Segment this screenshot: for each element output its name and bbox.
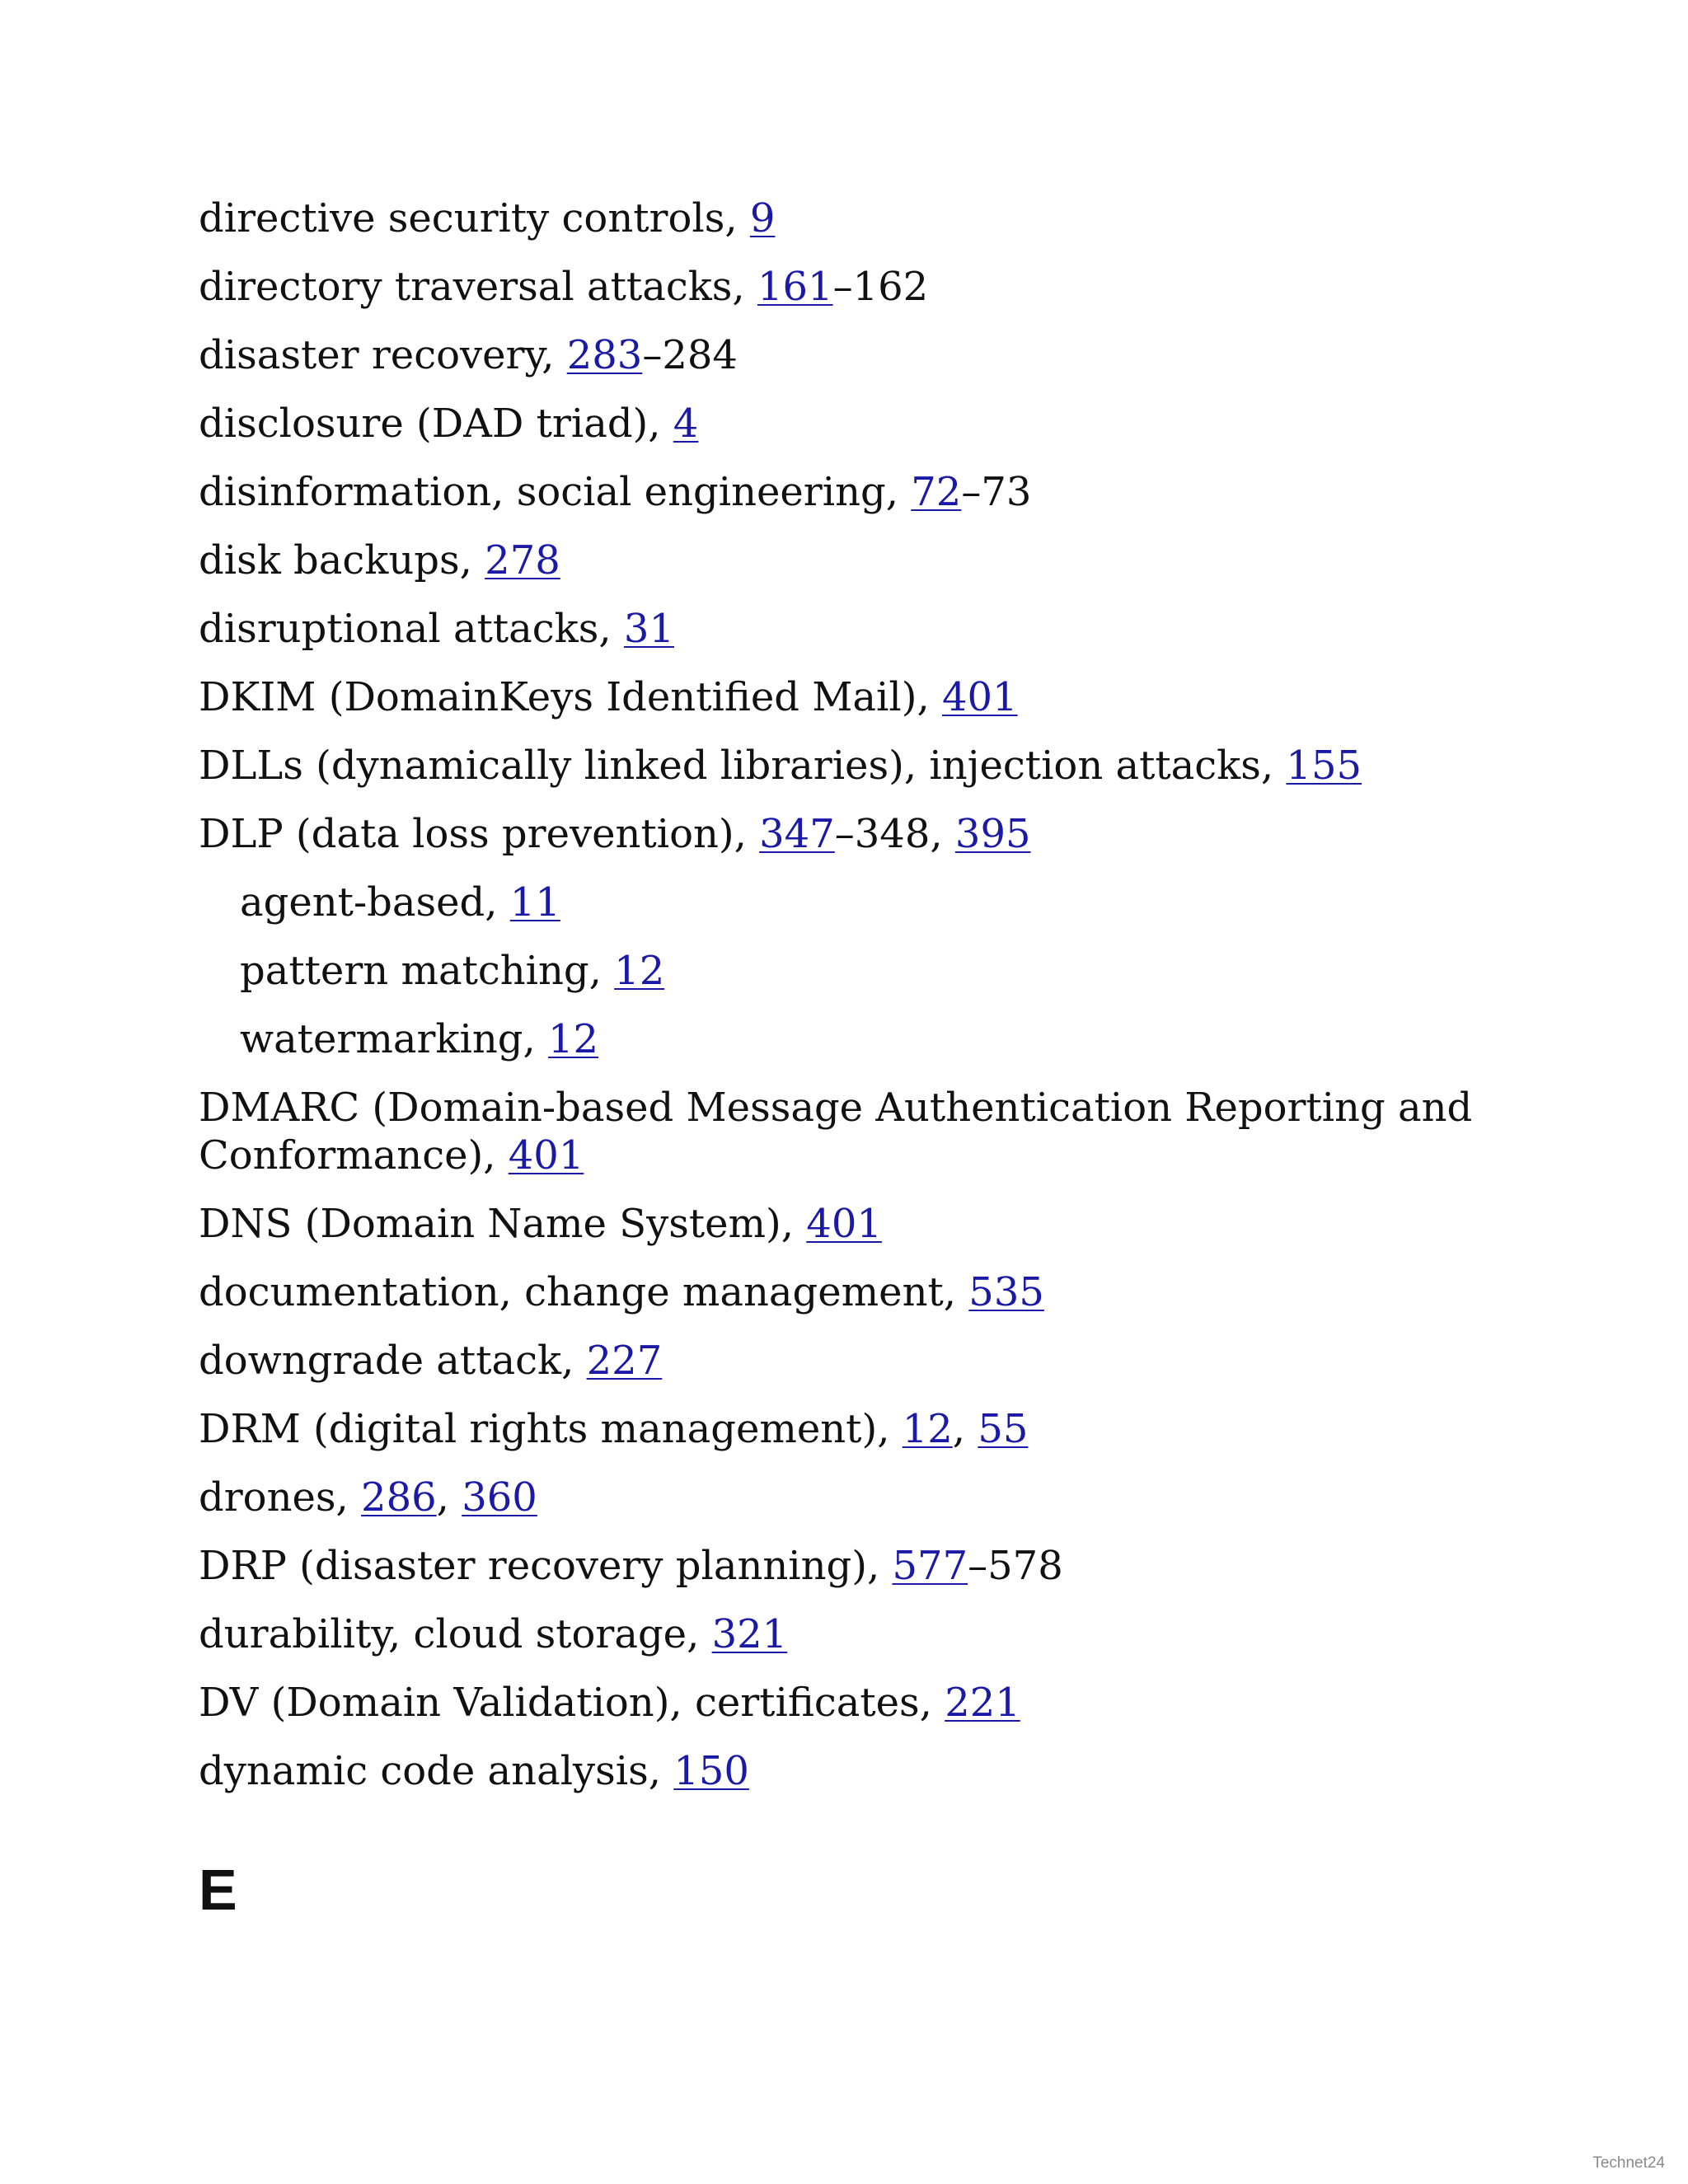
index-term: drones, — [199, 1474, 362, 1521]
index-term: durability, cloud storage, — [199, 1611, 712, 1657]
section-heading-letter: E — [199, 1858, 237, 1922]
page-reference-link[interactable]: 221 — [945, 1680, 1020, 1726]
page-reference-link[interactable]: 347 — [759, 811, 835, 857]
index-term: DV (Domain Validation), certificates, — [199, 1680, 945, 1726]
page-reference-link[interactable]: 360 — [462, 1474, 537, 1521]
page-reference-link[interactable]: 72 — [911, 469, 962, 515]
index-subentry — [199, 947, 1484, 995]
index-page — [199, 194, 1484, 1923]
page-reference-link[interactable]: 401 — [806, 1201, 882, 1247]
page-reference-link[interactable]: 4 — [673, 401, 699, 447]
index-subentry — [199, 879, 1484, 926]
index-term: dynamic code analysis, — [199, 1748, 674, 1794]
page-range-text: –348, — [834, 811, 955, 857]
page-reference-link[interactable]: 286 — [361, 1474, 437, 1521]
page-reference-link[interactable]: 283 — [566, 332, 643, 378]
page-reference-link[interactable]: 11 — [509, 879, 560, 926]
page-reference-link[interactable]: 55 — [978, 1406, 1029, 1452]
index-entry — [199, 1200, 1484, 1248]
index-entry — [199, 1084, 1484, 1179]
page-reference-link[interactable]: 577 — [892, 1543, 968, 1589]
index-term: disk backups, — [199, 537, 485, 583]
page-range-text: –284 — [642, 332, 738, 378]
index-entry-list — [199, 194, 1484, 1795]
index-term: DRM (digital rights management), — [199, 1406, 903, 1452]
page-reference-link[interactable]: 401 — [941, 674, 1018, 720]
index-term: disaster recovery, — [199, 332, 567, 378]
index-term: documentation, change management, — [199, 1269, 969, 1315]
page-reference-link[interactable]: 9 — [749, 195, 776, 241]
index-term: pattern matching, — [240, 948, 615, 994]
page-reference-link[interactable]: 401 — [508, 1132, 584, 1179]
index-term: DLP (data loss prevention), — [199, 811, 760, 857]
index-entry — [199, 1337, 1484, 1385]
page-reference-link[interactable]: 12 — [614, 948, 665, 994]
page-range-text: –162 — [832, 264, 929, 310]
index-term: disruptional attacks, — [199, 606, 624, 652]
index-entry — [199, 810, 1484, 858]
page-range-text: , — [436, 1474, 462, 1521]
page-reference-link[interactable]: 155 — [1286, 743, 1362, 789]
index-term: DLLs (dynamically linked libraries), injection attacks, — [199, 743, 1287, 789]
index-entry — [199, 194, 1484, 242]
index-entry — [199, 605, 1484, 653]
page-reference-link[interactable]: 227 — [586, 1338, 663, 1384]
index-entry — [199, 1747, 1484, 1795]
page-reference-link[interactable]: 31 — [623, 606, 674, 652]
index-term: downgrade attack, — [199, 1338, 587, 1384]
index-entry — [199, 331, 1484, 379]
index-entry — [199, 1679, 1484, 1727]
index-term: DRP (disaster recovery planning), — [199, 1543, 893, 1589]
index-term: DKIM (DomainKeys Identified Mail), — [199, 674, 942, 720]
index-entry — [199, 468, 1484, 516]
index-term: disinformation, social engineering, — [199, 469, 912, 515]
index-entry — [199, 1474, 1484, 1521]
index-entry — [199, 1268, 1484, 1316]
index-entry — [199, 400, 1484, 448]
index-term: DNS (Domain Name System), — [199, 1201, 807, 1247]
page-reference-link[interactable]: 161 — [757, 264, 833, 310]
index-entry — [199, 742, 1484, 790]
page-reference-link[interactable]: 278 — [485, 537, 560, 583]
index-term: DMARC (Domain-based Message Authentication Reporting and Conformance), — [199, 1085, 1473, 1179]
page-reference-link[interactable]: 321 — [711, 1611, 788, 1657]
index-term: agent-based, — [240, 879, 510, 926]
page-reference-link[interactable]: 395 — [954, 811, 1031, 857]
index-entry — [199, 537, 1484, 584]
index-entry — [199, 1610, 1484, 1658]
index-entry — [199, 263, 1484, 311]
page-reference-link[interactable]: 535 — [968, 1269, 1044, 1315]
page-range-text: –578 — [968, 1543, 1063, 1589]
page-reference-link[interactable]: 12 — [902, 1406, 953, 1452]
page-reference-link[interactable]: 150 — [673, 1748, 749, 1794]
index-entry — [199, 673, 1484, 721]
watermark-text: Technet24 — [1592, 2154, 1665, 2172]
index-term: disclosure (DAD triad), — [199, 401, 673, 447]
index-term: watermarking, — [240, 1016, 549, 1062]
index-entry — [199, 1542, 1484, 1590]
index-subentry — [199, 1015, 1484, 1063]
page-range-text: , — [952, 1406, 978, 1452]
page-range-text: –73 — [961, 469, 1032, 515]
index-term: directive security controls, — [199, 195, 750, 241]
index-entry — [199, 1405, 1484, 1453]
index-term: directory traversal attacks, — [199, 264, 757, 310]
page-reference-link[interactable]: 12 — [548, 1016, 599, 1062]
